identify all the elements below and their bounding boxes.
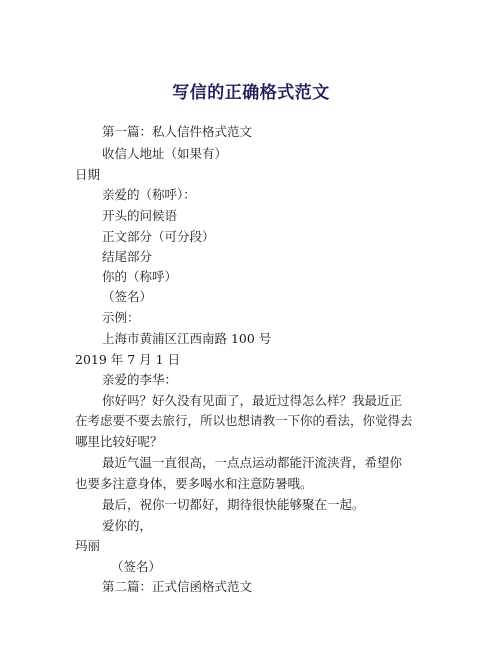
text-line: 最近气温一直很高，一点点运动都能汗流浃背，希望你 <box>102 455 403 470</box>
text-line: 最后，祝你一切都好，期待很快能够聚在一起。 <box>102 497 365 512</box>
text-line: 在考虑要不要去旅行，所以也想请教一下你的看法，你觉得去 <box>75 413 413 428</box>
text-line: 正文部分（可分段） <box>102 229 215 244</box>
text-line: 也要多注意身体，要多喝水和注意防暑哦。 <box>75 476 313 491</box>
text-line: 亲爱的（称呼）： <box>102 187 196 202</box>
text-line: 亲爱的李华： <box>102 372 178 387</box>
text-line: 日期 <box>75 167 101 182</box>
text-line: 你好吗？好久没有见面了，最近过得怎么样？我最近正 <box>102 393 403 408</box>
text-line: 2019 年 7 月 1 日 <box>75 352 181 367</box>
document-title: 写信的正确格式范文 <box>172 83 330 103</box>
section-heading-1: 第一篇：私人信件格式范文 <box>102 124 253 139</box>
text-line: 玛丽 <box>75 538 101 553</box>
text-line: 开头的问候语 <box>102 208 178 223</box>
text-line: 结尾部分 <box>102 249 153 264</box>
text-line: 收信人地址（如果有） <box>102 146 228 161</box>
section-heading-2: 第二篇：正式信函格式范文 <box>102 579 253 594</box>
text-line: 上海市黄浦区江西南路 100 号 <box>102 331 272 346</box>
text-line: 哪里比较好呢？ <box>75 434 163 449</box>
text-line: （签名） <box>111 559 162 574</box>
text-line: 你的（称呼） <box>102 269 178 284</box>
text-line: （签名） <box>102 289 153 304</box>
text-line: 爱你的， <box>102 518 153 533</box>
text-line: 示例： <box>102 310 140 325</box>
